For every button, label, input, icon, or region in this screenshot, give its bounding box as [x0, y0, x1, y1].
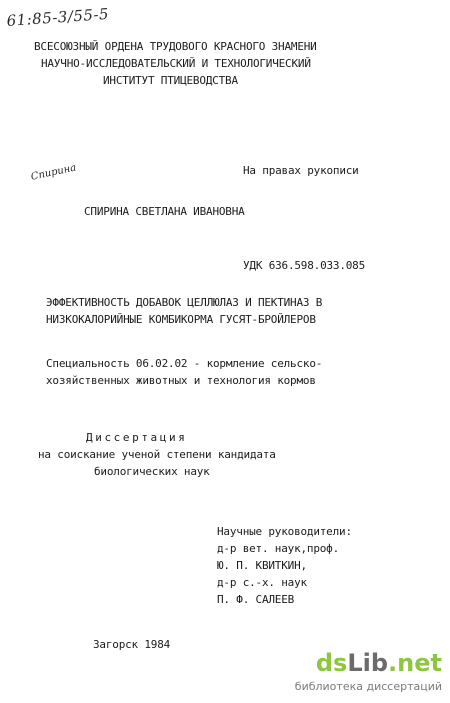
udc-code: УДК 636.598.033.085: [243, 259, 366, 272]
title-line-2: НИЗКОКАЛОРИЙНЫЕ КОМБИКОРМА ГУСЯТ-БРОЙЛЕРОВ: [46, 313, 316, 326]
institution-line-1: ВСЕСОЮЗНЫЙ ОРДЕНА ТРУДОВОГО КРАСНОГО ЗНАМЕНИ: [34, 40, 317, 53]
city-year: Загорск 1984: [93, 638, 171, 651]
institution-line-3: ИНСТИТУТ ПТИЦЕВОДСТВА: [103, 74, 238, 87]
degree-line-1: на соискание ученой степени кандидата: [38, 448, 276, 461]
degree-heading: Диссертация: [86, 431, 188, 444]
dslib-logo: dsLib.net: [315, 649, 442, 677]
dslib-watermark: [294, 649, 442, 697]
supervisor-line-1: д-р вет. наук,проф.: [217, 542, 340, 555]
supervisor-line-3: д-р с.-х. наук: [217, 576, 307, 589]
specialty-line-1: Специальность 06.02.02 - кормление сельско-: [46, 357, 323, 370]
supervisor-line-4: П. Ф. САЛЕЕВ: [217, 593, 295, 606]
degree-line-2: биологических наук: [94, 465, 210, 478]
dslib-subtitle: библиотека диссертаций: [294, 680, 442, 693]
archive-number: 61:85-3/55-5: [6, 4, 110, 30]
supervisor-line-2: Ю. П. КВИТКИН,: [217, 559, 307, 572]
supervisors-heading: Научные руководители:: [217, 525, 352, 538]
institution-line-2: НАУЧНО-ИССЛЕДОВАТЕЛЬСКИЙ И ТЕХНОЛОГИЧЕСКИЙ: [41, 57, 311, 70]
author-name: СПИРИНА СВЕТЛАНА ИВАНОВНА: [84, 205, 245, 218]
specialty-line-2: хозяйственных животных и технология кормов: [46, 374, 316, 387]
manuscript-rights: На правах рукописи: [243, 164, 359, 177]
title-line-1: ЭФФЕКТИВНОСТЬ ДОБАВОК ЦЕЛЛЮЛАЗ И ПЕКТИНАЗ В: [46, 296, 323, 309]
handwritten-signature: Спирина: [30, 162, 78, 183]
